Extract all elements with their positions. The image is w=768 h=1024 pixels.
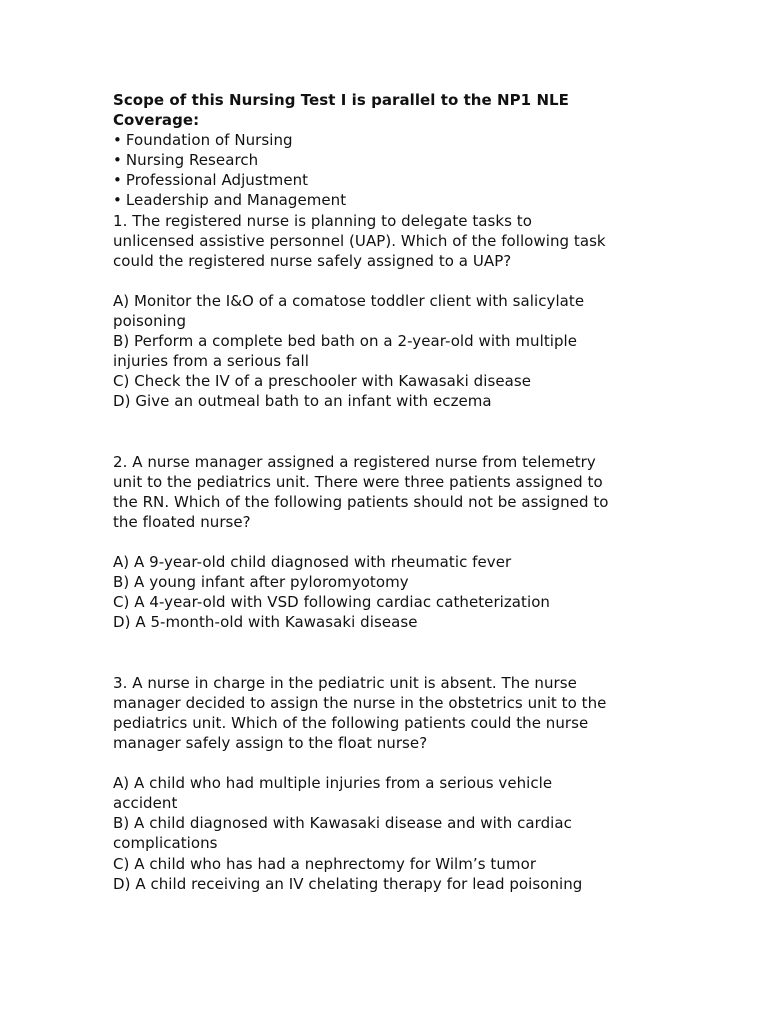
spacer bbox=[113, 753, 713, 773]
option-line: B) A child diagnosed with Kawasaki disease and with cardiac bbox=[113, 814, 572, 833]
option-line: C) A 4-year-old with VSD following cardiac catheterization bbox=[113, 593, 550, 612]
coverage-item-label: Foundation of Nursing bbox=[125, 131, 293, 150]
heading-line: Scope of this Nursing Test I is parallel to the NP1 NLE bbox=[113, 91, 569, 109]
question-stem bbox=[113, 452, 713, 532]
question-options bbox=[113, 552, 713, 632]
question-stem-line: manager decided to assign the nurse in the obstetrics unit to the bbox=[113, 693, 607, 712]
document-heading bbox=[113, 90, 713, 130]
question-stem-line: 2. A nurse manager assigned a registered nurse from telemetry bbox=[113, 452, 596, 471]
option-line: D) Give an outmeal bath to an infant with eczema bbox=[113, 392, 492, 411]
question-options bbox=[113, 291, 713, 412]
spacer bbox=[113, 532, 713, 552]
bullet-icon: • bbox=[113, 191, 122, 210]
question-2 bbox=[113, 452, 713, 633]
option-line: A) Monitor the I&O of a comatose toddler client with salicylate bbox=[113, 291, 585, 310]
coverage-item bbox=[113, 130, 713, 150]
option-line: C) Check the IV of a preschooler with Kawasaki disease bbox=[113, 372, 531, 391]
coverage-item-label: Leadership and Management bbox=[125, 191, 347, 210]
option-line: D) A child receiving an IV chelating therapy for lead poisoning bbox=[113, 874, 583, 893]
coverage-item bbox=[113, 190, 713, 210]
option-line: poisoning bbox=[113, 312, 187, 331]
question-stem bbox=[113, 673, 713, 753]
coverage-item-label: Nursing Research bbox=[125, 151, 259, 170]
question-3 bbox=[113, 673, 713, 894]
option-line: B) Perform a complete bed bath on a 2-year-old with multiple bbox=[113, 332, 578, 351]
question-stem-line: 3. A nurse in charge in the pediatric unit is absent. The nurse bbox=[113, 673, 577, 692]
question-stem-line: the RN. Which of the following patients should not be assigned to bbox=[113, 492, 609, 511]
option-line: accident bbox=[113, 794, 178, 813]
option-line: C) A child who has had a nephrectomy for Wilm’s tumor bbox=[113, 854, 537, 873]
option-line: complications bbox=[113, 834, 218, 853]
spacer bbox=[113, 412, 713, 452]
option-line: D) A 5-month-old with Kawasaki disease bbox=[113, 613, 418, 632]
option-line: A) A 9-year-old child diagnosed with rheumatic fever bbox=[113, 553, 512, 572]
question-stem-line: pediatrics unit. Which of the following patients could the nurse bbox=[113, 713, 589, 732]
spacer bbox=[113, 271, 713, 291]
heading-line: Coverage: bbox=[113, 111, 200, 130]
question-stem-line: could the registered nurse safely assigned to a UAP? bbox=[113, 251, 512, 270]
bullet-icon: • bbox=[113, 131, 122, 150]
bullet-icon: • bbox=[113, 151, 122, 170]
option-line: B) A young infant after pyloromyotomy bbox=[113, 573, 409, 592]
question-stem-line: manager safely assign to the float nurse? bbox=[113, 734, 428, 752]
spacer bbox=[113, 633, 713, 673]
question-stem-line: unlicensed assistive personnel (UAP). Which of the following task bbox=[113, 231, 606, 250]
document-page bbox=[113, 90, 713, 894]
question-stem-line: the floated nurse? bbox=[113, 512, 251, 531]
bullet-icon: • bbox=[113, 171, 122, 190]
coverage-list bbox=[113, 130, 713, 210]
option-line: A) A child who had multiple injuries from a serious vehicle bbox=[113, 774, 553, 793]
coverage-item-label: Professional Adjustment bbox=[125, 171, 309, 190]
question-options bbox=[113, 773, 713, 894]
question-stem bbox=[113, 211, 713, 271]
option-line: injuries from a serious fall bbox=[113, 352, 309, 371]
coverage-item bbox=[113, 150, 713, 170]
question-stem-line: unit to the pediatrics unit. There were three patients assigned to bbox=[113, 472, 603, 491]
question-1 bbox=[113, 211, 713, 412]
coverage-item bbox=[113, 170, 713, 190]
question-stem-line: 1. The registered nurse is planning to delegate tasks to bbox=[113, 211, 532, 230]
